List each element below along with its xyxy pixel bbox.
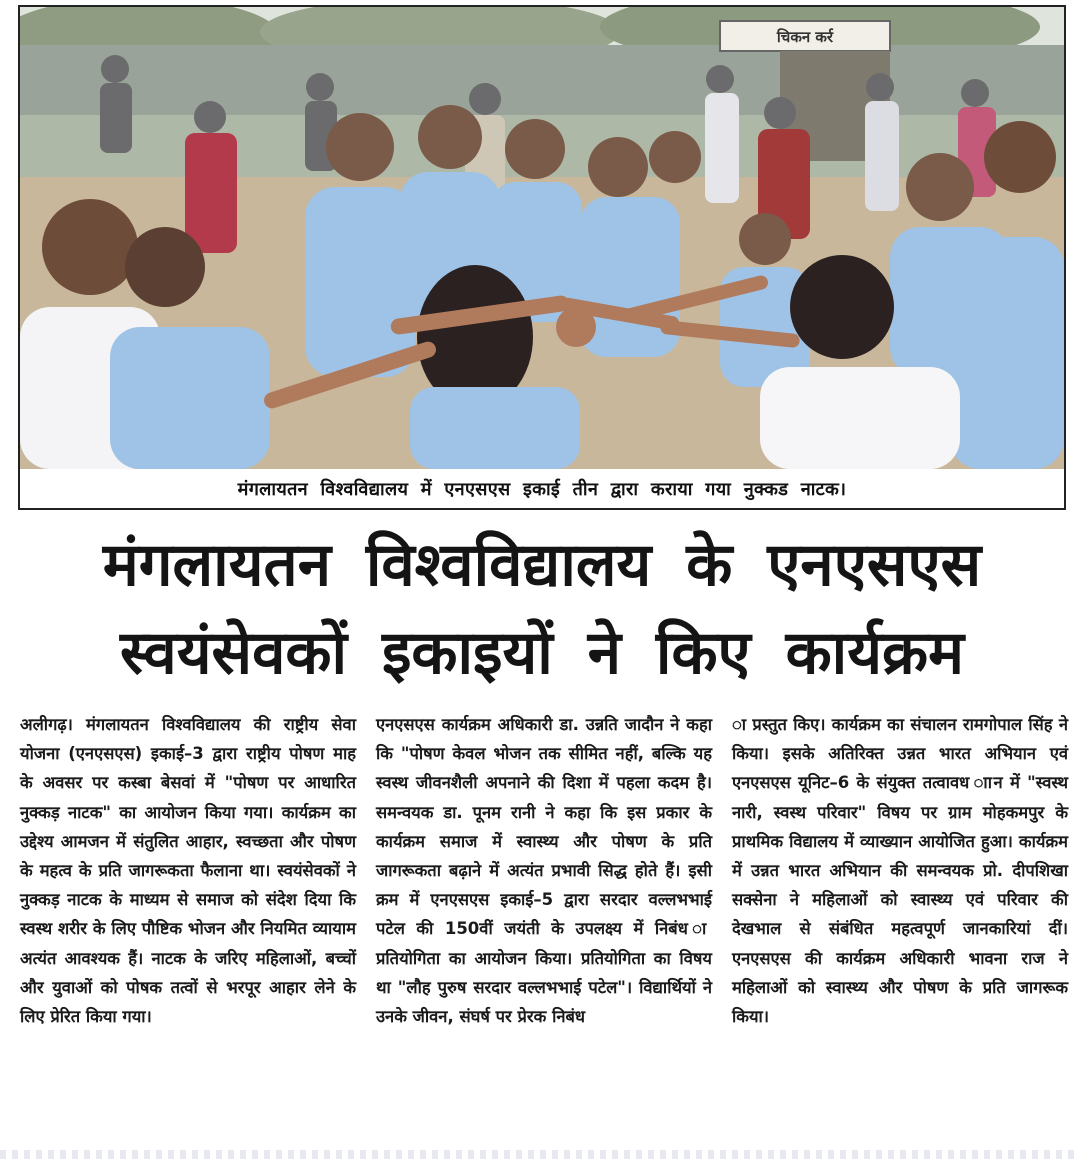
group-photo-illustration [20,7,1064,469]
news-photo-frame [18,5,1066,510]
headline-line-2: स्वयंसेवकों इकाइयों ने किए कार्यक्रम [120,618,964,688]
article-paragraph: अलीगढ़। मंगलायतन विश्वविद्यालय की राष्ट्रीय सेवा योजना (एनएसएस) इकाई–3 द्वारा राष्ट्रीय पोषण माह के अवसर पर कस्बा बेसवां में "पोषण पर आधारित नुक्कड़ नाटक" का आयोजन किया गया। कार्यक्रम का उद्देश्य आमजन में संतुलित आहार, स्वच्छता और पोषण के महत्व के प्रति जागरूकता फैलाना था। स्वयंसेवकों ने नुक्कड़ नाटक के माध्यम से समाज को संदेश दिया कि स्वस्थ शरीर के लिए पौष्टिक भोजन और नियमित व्यायाम अत्यंत आवश्यक हैं। नाटक के जरिए महिलाओं, बच्चों और युवाओं को पोषक तत्वों से भरपूर आहार लेने के लिए प्रेरित किया गया। [20,715,356,1027]
stall-sign: चिकन कर्र [776,28,834,46]
article-paragraph: एनएसएस कार्यक्रम अधिकारी डा. उन्नति जादौन ने कहा कि "पोषण केवल भोजन तक सीमित नहीं, बल्कि यह स्वस्थ जीवनशैली अपनाने की दिशा में पहला कदम है। समन्वयक डा. पूनम रानी ने कहा कि इस प्रकार के कार्यक्रम समाज में स्वास्थ्य और पोषण के प्रति जागरूकता बढ़ाने में अत्यंत प्रभावी सिद्ध होते हैं। इसी क्रम में एनएसएस इकाई–5 द्वारा सरदार वल्लभभाई पटेल की 150वीं जयंती के उपलक्ष्य में निबंध ा प्रतियोगिता का आयोजन किया। प्रतियोगिता का विषय था "लौह पुरुष सरदार वल्लभभाई पटेल"। विद्यार्थियों ने उनके जीवन, संघर्ष पर प्रेरक निबंध [376,715,712,1027]
news-photo [20,7,1064,469]
article-body [20,710,1070,1150]
article-column-1 [20,710,356,1031]
headline-line-1: मंगलायतन विश्वविद्यालय के एनएसएस [102,530,982,600]
bottom-rule [0,1150,1080,1159]
photo-caption: मंगलायतन विश्वविद्यालय में एनएसएस इकाई तीन द्वारा कराया गया नुक्कड नाटक। [237,479,847,500]
article-column-3 [732,710,1068,1031]
article-paragraph: ा प्रस्तुत किए। कार्यक्रम का संचालन रामगोपाल सिंह ने किया। इसके अतिरिक्त उन्नत भारत अभियान एवं एनएसएस यूनिट–6 के संयुक्त तत्वावध ाान में "स्वस्थ नारी, स्वस्थ परिवार" विषय पर ग्राम मोहकमपुर के प्राथमिक विद्यालय में व्याख्यान आयोजित हुआ। कार्यक्रम में उन्नत भारत अभियान की समन्वयक प्रो. दीपशिखा सक्सेना ने महिलाओं को स्वास्थ्य एवं परिवार की देखभाल से संबंधित महत्वपूर्ण जानकारियां दीं। एनएसएस की कार्यक्रम अधिकारी भावना राज ने महिलाओं को स्वास्थ्य और पोषण के प्रति जागरूक किया। [732,715,1068,1027]
article-column-2 [376,710,712,1031]
